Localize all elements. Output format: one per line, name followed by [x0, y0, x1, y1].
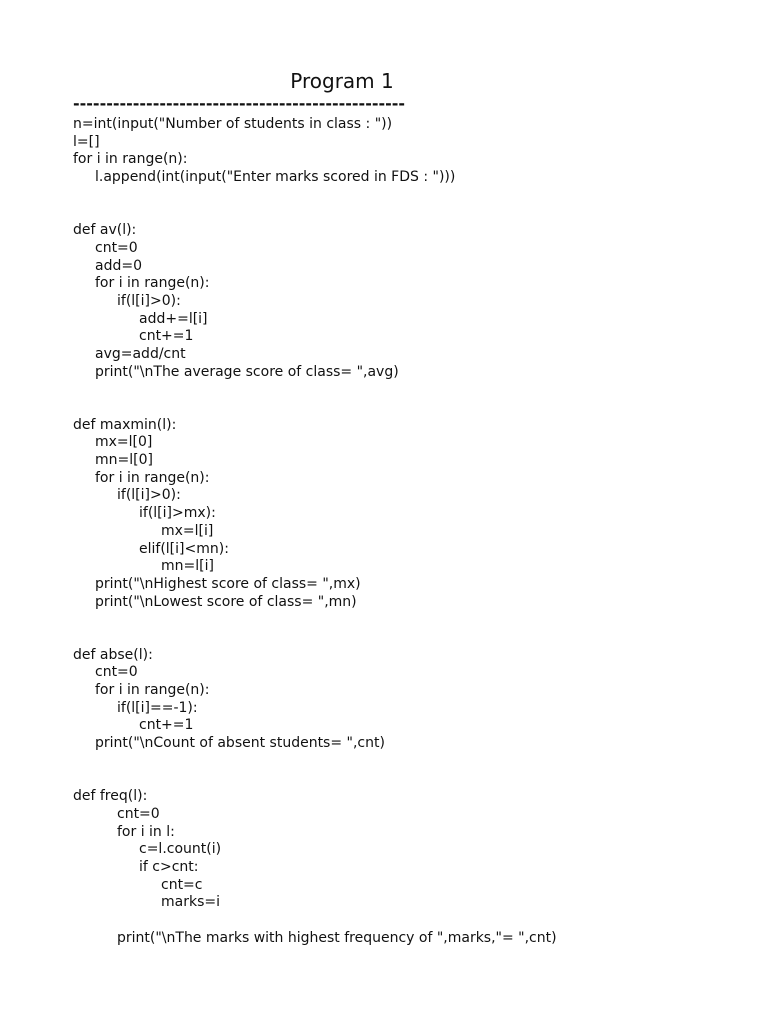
blank-line: [73, 399, 753, 417]
code-line: cnt=c: [161, 876, 203, 893]
code-line: marks=i: [161, 894, 220, 911]
code-line: cnt+=1: [139, 328, 194, 345]
code-line: mx=l[0]: [95, 434, 153, 451]
code-line: def freq(l):: [73, 788, 148, 805]
code-line: if(l[i]==-1):: [117, 699, 198, 716]
code-line: if(l[i]>0):: [117, 487, 181, 504]
code-line: print("\nLowest score of class= ",mn): [95, 593, 357, 610]
code-line: for i in l:: [117, 823, 175, 840]
code-line: for i in range(n):: [73, 151, 188, 168]
code-line: l=[]: [73, 133, 100, 150]
blank-line: [73, 187, 753, 205]
code-line: cnt+=1: [139, 717, 194, 734]
code-line: cnt=0: [95, 664, 138, 681]
code-line: for i in range(n):: [95, 682, 210, 698]
code-line: avg=add/cnt: [95, 345, 186, 362]
blank-line: [73, 753, 753, 771]
blank-line: [73, 611, 753, 629]
code-line: mx=l[i]: [161, 522, 214, 539]
code-line: def maxmin(l):: [73, 416, 177, 433]
code-line: if(l[i]>mx):: [139, 505, 216, 522]
code-line: c=l.count(i): [139, 841, 222, 858]
blank-line: [73, 770, 753, 788]
code-line: elif(l[i]<mn):: [139, 540, 229, 557]
code-line: print("\nCount of absent students= ",cnt): [95, 735, 385, 752]
code-line: def av(l):: [73, 222, 137, 239]
code-line: for i in range(n):: [95, 275, 210, 292]
code-line: print("\nHighest score of class= ",mx): [95, 575, 361, 592]
code-block: [73, 116, 753, 947]
code-line: add=0: [95, 257, 142, 274]
code-line: if c>cnt:: [139, 858, 199, 875]
code-line: mn=l[0]: [95, 452, 153, 469]
code-line: cnt=0: [95, 239, 138, 256]
page-title: Program 1: [290, 69, 394, 93]
code-line: cnt=0: [117, 805, 160, 822]
code-line: print("\nThe average score of class= ",avg): [95, 363, 399, 380]
code-line: if(l[i]>0):: [117, 292, 181, 309]
blank-line: [73, 629, 753, 647]
code-line: for i in range(n):: [95, 469, 210, 486]
blank-line: [73, 204, 753, 222]
code-line: l.append(int(input("Enter marks scored in FDS : "))): [95, 169, 456, 186]
code-line: n=int(input("Number of students in class : ")): [73, 116, 393, 132]
code-line: add+=l[i]: [139, 310, 208, 327]
code-line: def abse(l):: [73, 646, 153, 663]
blank-line: [73, 381, 753, 399]
code-line: print("\nThe marks with highest frequency of ",marks,"= ",cnt): [117, 929, 557, 946]
blank-line: [73, 912, 753, 930]
title-separator: --------------------------------------------------: [73, 94, 406, 113]
code-line: mn=l[i]: [161, 558, 214, 575]
